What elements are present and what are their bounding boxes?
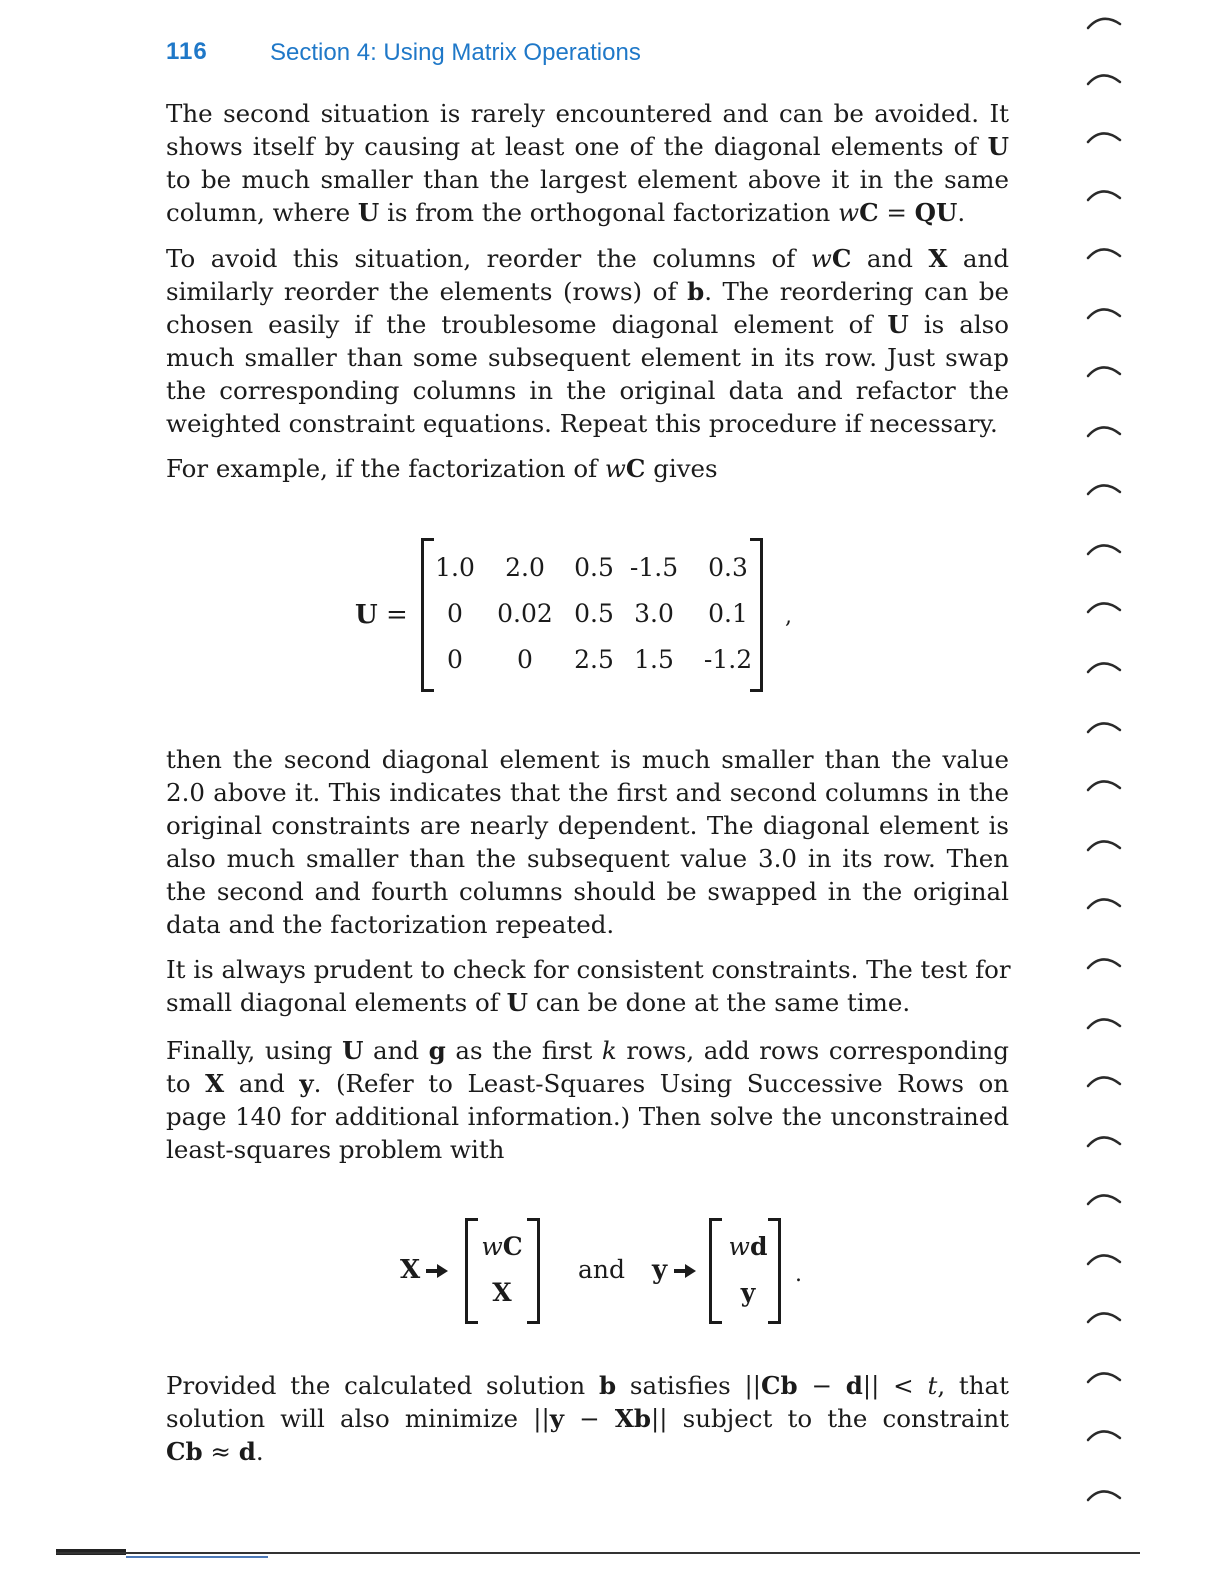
text-line: small diagonal elements of U can be done at the same time. <box>166 988 911 1017</box>
text-line: least-squares problem with <box>166 1135 505 1164</box>
page-header <box>166 38 641 66</box>
text-line: the corresponding columns in the original data and refactor the <box>166 376 1009 405</box>
footer-rule <box>56 1552 1140 1554</box>
matrix-cell: 2.5 <box>574 645 614 674</box>
text-line: shows itself by causing at least one of the diagonal elements of U <box>166 132 1009 161</box>
text-line: page 140 for additional information.) Then solve the unconstrained <box>166 1102 1009 1131</box>
text-line: 2.0 above it. This indicates that the first and second columns in the <box>166 778 1009 807</box>
text-line: original constraints are nearly dependent. The diagonal element is <box>166 811 1009 840</box>
text-line: weighted constraint equations. Repeat this procedure if necessary. <box>166 409 998 438</box>
text-line: data and the factorization repeated. <box>166 910 615 939</box>
paragraph-7 <box>166 1369 1009 1468</box>
text-line: It is always prudent to check for consistent constraints. The test for <box>166 955 1011 984</box>
right-arrow-icon <box>426 1264 448 1278</box>
matrix-cell: 3.0 <box>634 599 674 628</box>
text-line: then the second diagonal element is much smaller than the value <box>166 745 1009 774</box>
text-line: also much smaller than the subsequent value 3.0 in its row. Then <box>166 844 1009 873</box>
page-number: 116 <box>166 38 208 65</box>
text-line: Finally, using U and g as the first k rows, add rows corresponding <box>166 1036 1009 1065</box>
text-line: similarly reorder the elements (rows) of b. The reordering can be <box>166 277 1009 306</box>
text-line: column, where U is from the orthogonal factorization wC = QU. <box>166 198 966 227</box>
text-line: The second situation is rarely encountered and can be avoided. It <box>166 99 1009 128</box>
matrix-cell: X <box>492 1278 512 1307</box>
matrix-cell: 0.3 <box>708 553 748 582</box>
matrix-trailing-comma: , <box>785 604 792 629</box>
matrix-cell: y <box>740 1278 756 1307</box>
text-line: to X and y. (Refer to Least-Squares Using Successive Rows on <box>166 1069 1009 1098</box>
matrix-cell: -1.2 <box>703 645 753 674</box>
matrix-cell: 0 <box>447 599 463 628</box>
matrix-cell: 1.5 <box>634 645 674 674</box>
text-line: much smaller than some subsequent element in its row. Just swap <box>166 343 1009 372</box>
text-line: to be much smaller than the largest element above it in the same <box>166 165 1009 194</box>
y-label: y <box>652 1255 668 1285</box>
paragraph-6 <box>166 1034 1009 1166</box>
and-text: and <box>578 1255 626 1284</box>
matrix-cell: wC <box>481 1232 523 1261</box>
equation-period: . <box>795 1262 802 1287</box>
footer-accent <box>126 1556 268 1558</box>
spiral-binding-icon <box>1080 0 1140 1584</box>
x-label: X <box>400 1255 421 1285</box>
text-line: solution will also minimize ||y − Xb|| subject to the constraint <box>166 1404 1009 1433</box>
paragraph-3 <box>166 452 1009 485</box>
text-line: Provided the calculated solution b satisfies ||Cb − d|| < t, that <box>166 1371 1009 1400</box>
matrix-cell: -1.5 <box>629 553 679 582</box>
right-arrow-icon <box>674 1264 696 1278</box>
matrix-cell: 0 <box>447 645 463 674</box>
section-title: Section 4: Using Matrix Operations <box>270 39 641 66</box>
matrix-cell: 0.5 <box>574 599 614 628</box>
text-line: Cb ≈ d. <box>166 1437 264 1466</box>
matrix-cell: 0 <box>517 645 533 674</box>
matrix-cell: 0.1 <box>708 599 748 628</box>
matrix-cell: 2.0 <box>505 553 545 582</box>
matrix-cell: 1.0 <box>435 553 475 582</box>
text-line: the second and fourth columns should be swapped in the original <box>166 877 1009 906</box>
paragraph-5 <box>166 953 1009 1019</box>
paragraph-1 <box>166 97 1009 229</box>
matrix-cell: 0.02 <box>497 599 553 628</box>
u-matrix-label: U = <box>355 600 408 630</box>
paragraph-2 <box>166 242 1009 440</box>
matrix-cell: 0.5 <box>574 553 614 582</box>
text-line: To avoid this situation, reorder the columns of wC and X and <box>166 244 1009 273</box>
paragraph-4 <box>166 743 1009 941</box>
text-line: For example, if the factorization of wC gives <box>166 454 718 483</box>
text-line: chosen easily if the troublesome diagonal element of U is also <box>166 310 1010 339</box>
matrix-cell: wd <box>728 1232 768 1261</box>
